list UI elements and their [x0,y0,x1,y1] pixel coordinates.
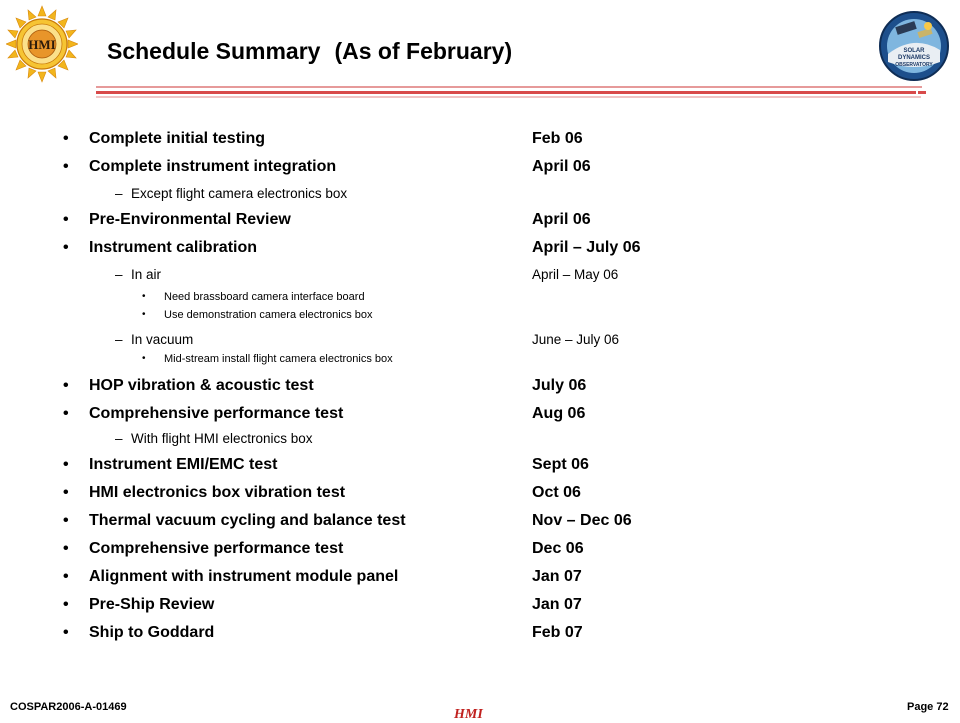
footer-page-number: Page 72 [907,701,949,713]
bullet-dot: • [63,512,69,529]
schedule-item-label: Except flight camera electronics box [131,186,348,201]
header-rule-top [96,86,916,88]
bullet-dot: • [63,484,69,501]
schedule-item-date: April – July 06 [532,239,641,256]
dash-bullet: – [115,332,123,347]
page-title [107,38,512,65]
schedule-item-date: July 06 [532,377,587,394]
schedule-item-label: Instrument calibration [89,239,258,256]
sdo-logo-line-3: OBSERVATORY [895,62,933,68]
schedule-item-label: Need brassboard camera interface board [164,291,365,303]
schedule-item-label: Instrument EMI/EMC test [89,456,278,473]
schedule-item-label: In air [131,267,162,282]
schedule-item-label: Comprehensive performance test [89,540,344,557]
bullet-dot: • [63,624,69,641]
schedule-item-label: Comprehensive performance test [89,405,344,422]
sdo-logo-line-1: SOLAR [903,48,925,54]
schedule-item-date: April 06 [532,211,591,228]
schedule-item-label: Mid-stream install flight camera electronics box [164,353,393,365]
title-main: Schedule Summary [107,38,321,64]
schedule-item-label: Thermal vacuum cycling and balance test [89,512,406,529]
sdo-mission-logo [878,10,950,82]
header-rule-bottom [96,96,916,98]
schedule-item-label: Use demonstration camera electronics box [164,309,373,321]
bullet-dot: • [63,239,69,256]
schedule-item-date: Jan 07 [532,596,582,613]
schedule-item-label: Complete instrument integration [89,158,337,175]
schedule-item-date: Sept 06 [532,456,589,473]
schedule-item-label: Ship to Goddard [89,624,215,641]
schedule-item-label: HMI electronics box vibration test [89,484,346,501]
schedule-item-label: In vacuum [131,332,194,347]
schedule-item-date: Oct 06 [532,484,581,501]
footer-document-id: COSPAR2006-A-01469 [10,701,127,713]
schedule-item-label: Alignment with instrument module panel [89,568,399,585]
bullet-dot: • [142,353,146,364]
schedule-item-date: April 06 [532,158,591,175]
sdo-logo-line-2: DYNAMICS [897,55,931,61]
bullet-dot: • [63,456,69,473]
dash-bullet: – [115,267,123,282]
schedule-item-date: Nov – Dec 06 [532,512,632,529]
bullet-dot: • [63,405,69,422]
footer-hmi-logo: HMI [454,707,483,722]
schedule-item-label: Complete initial testing [89,130,266,147]
hmi-logo-text: HMI [28,37,56,52]
bullet-dot: • [63,130,69,147]
bullet-dot: • [142,309,146,320]
header-rule-end-cap [916,84,928,98]
bullet-dot: • [63,158,69,175]
bullet-dot: • [63,377,69,394]
schedule-item-label: HOP vibration & acoustic test [89,377,314,394]
bullet-dot: • [63,568,69,585]
schedule-item-label: Pre-Ship Review [89,596,215,613]
hmi-sun-logo [6,4,78,84]
dash-bullet: – [115,186,123,201]
schedule-item-date: June – July 06 [532,332,620,347]
schedule-item-date: Feb 07 [532,624,583,641]
header-rule-middle [96,91,916,94]
schedule-item-label: With flight HMI electronics box [131,431,313,446]
schedule-item-label: Pre-Environmental Review [89,211,291,228]
schedule-item-date: Dec 06 [532,540,584,557]
bullet-dot: • [142,291,146,302]
schedule-item-date: Jan 07 [532,568,582,585]
bullet-dot: • [63,540,69,557]
schedule-item-date: Aug 06 [532,405,586,422]
bullet-dot: • [63,211,69,228]
dash-bullet: – [115,431,123,446]
bullet-dot: • [63,596,69,613]
schedule-item-date: Feb 06 [532,130,583,147]
title-subtitle: (As of February) [334,38,513,64]
schedule-item-date: April – May 06 [532,267,619,282]
